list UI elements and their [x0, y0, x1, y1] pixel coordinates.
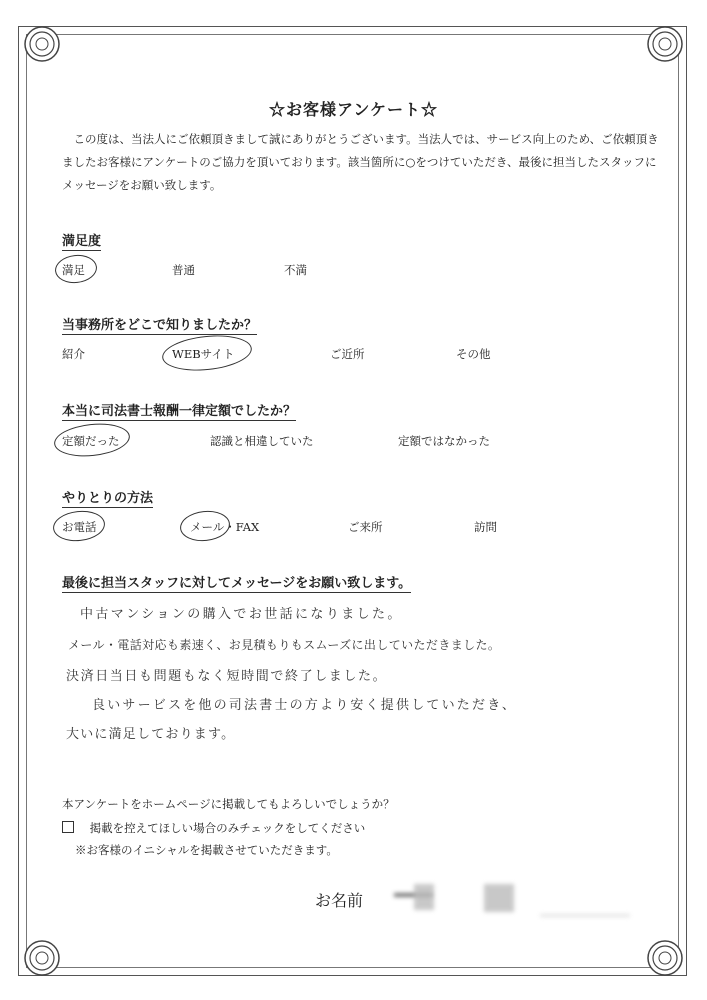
- corner-ornament-icon: [645, 938, 685, 978]
- q2-option-other[interactable]: その他: [456, 347, 491, 361]
- redacted-name: [414, 884, 434, 910]
- redacted-name: [540, 914, 630, 917]
- publish-question: 本アンケートをホームページに掲載してもよろしいでしょうか？: [62, 797, 395, 811]
- q2-option-neighborhood[interactable]: ご近所: [330, 347, 365, 361]
- q4-option-email-fax[interactable]: メール・FAX: [190, 520, 260, 534]
- q3-heading: 本当に司法書士報酬一律定額でしたか？: [62, 400, 296, 421]
- survey-title: ☆お客様アンケート☆: [268, 100, 439, 119]
- q4-option-home-visit[interactable]: 訪問: [474, 520, 497, 534]
- corner-ornament-icon: [22, 938, 62, 978]
- q1-heading: 満足度: [62, 230, 101, 251]
- message-line: 大いに満足しております。: [66, 727, 236, 742]
- q1-option-unsatisfied[interactable]: 不満: [284, 263, 307, 277]
- name-label: お名前: [315, 891, 364, 910]
- initials-note: ※お客様のイニシャルを掲載させていただきます。: [75, 843, 338, 857]
- q3-option-fixed[interactable]: 定額だった: [62, 434, 120, 448]
- publish-optout-row[interactable]: [62, 820, 365, 836]
- message-heading: 最後に担当スタッフに対してメッセージをお願い致します。: [62, 572, 411, 593]
- q4-option-phone[interactable]: お電話: [62, 520, 97, 534]
- q3-option-not-fixed[interactable]: 定額ではなかった: [398, 434, 490, 448]
- q4-option-visit-office[interactable]: ご来所: [348, 520, 383, 534]
- q1-option-satisfied[interactable]: 満足: [62, 263, 85, 277]
- message-line: メール・電話対応も素速く、お見積もりもスムーズに出していただきました。: [68, 638, 501, 652]
- q2-option-referral[interactable]: 紹介: [62, 347, 85, 361]
- q3-option-different[interactable]: 認識と相違していた: [210, 434, 314, 448]
- checkbox-label: 掲載を控えてほしい場合のみチェックをしてください: [89, 821, 366, 835]
- q1-option-average[interactable]: 普通: [172, 263, 195, 277]
- message-line: 良いサービスを他の司法書士の方より安く提供していただき、: [92, 698, 518, 713]
- q4-heading: やりとりの方法: [62, 487, 153, 508]
- q2-heading: 当事務所をどこで知りましたか？: [62, 314, 257, 335]
- corner-ornament-icon: [645, 24, 685, 64]
- message-line: 中古マンションの購入でお世話になりました。: [80, 607, 403, 622]
- redacted-name: [484, 884, 514, 912]
- checkbox-icon[interactable]: [62, 821, 74, 833]
- message-line: 決済日当日も問題もなく短時間で終了しました。: [66, 669, 388, 684]
- q2-option-website[interactable]: WEBサイト: [172, 347, 235, 361]
- intro-text: この度は、当法人にご依頼頂きまして誠にありがとうございます。当法人では、サービス向上のため、ご依頼頂きましたお客様にアンケートのご協力を頂いております。該当箇所に○をつけていただき、最後に担当したスタッフにメッセージをお願い致します。: [62, 132, 659, 192]
- corner-ornament-icon: [22, 24, 62, 64]
